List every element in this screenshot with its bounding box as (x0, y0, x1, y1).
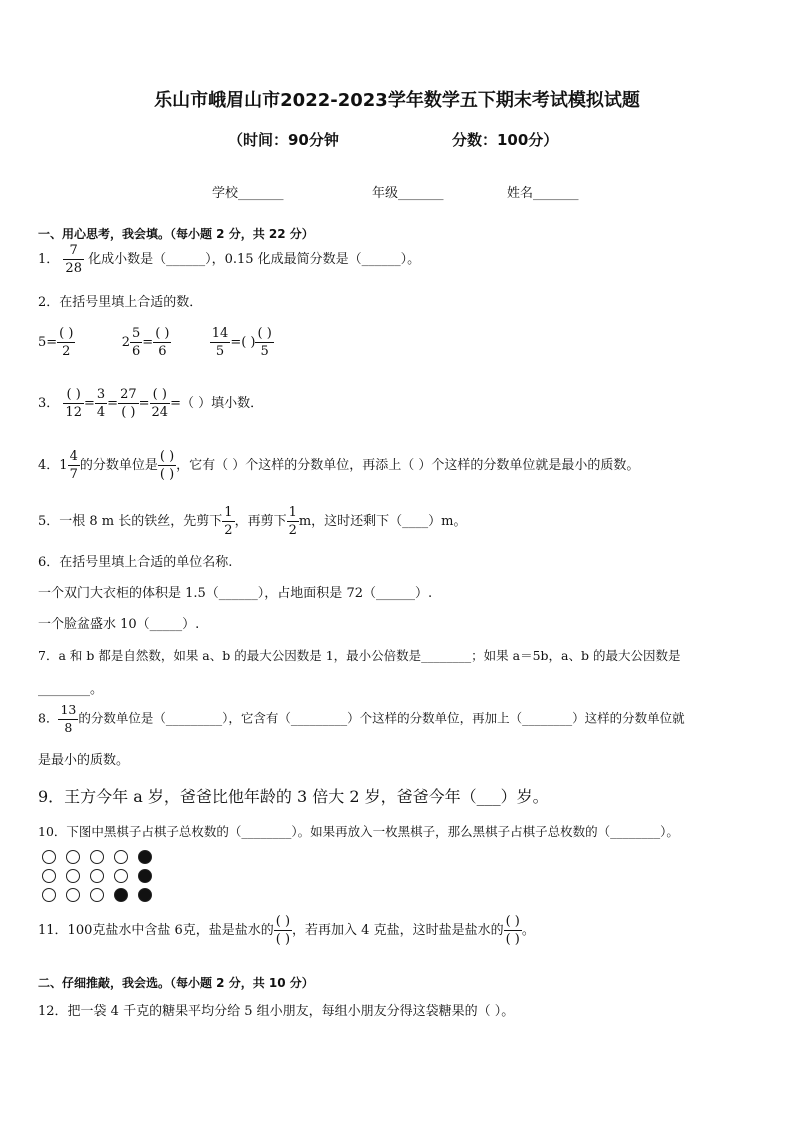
q3-number: 3． (38, 396, 60, 411)
q2c-whole-blank[interactable]: =( ) (230, 335, 256, 350)
q2c-fraction: $\frac{14}{5}$ (211, 326, 229, 359)
q8-text: 的分数单位是（_________），它含有（_________）个这样的分数单位，再加上（________）这样的分数单位就 (78, 710, 685, 726)
q11-text-3: 。 (521, 923, 535, 938)
question-6-prompt: 6．在括号里填上合适的单位名称. (38, 555, 233, 570)
q4-fraction: $\frac{4}{7}$ (69, 449, 78, 482)
q8-number: 8． (38, 710, 59, 726)
name-field[interactable] (507, 182, 579, 201)
white-chess-piece (114, 850, 128, 864)
page-title: 乐山市峨眉山市2022-2023学年数学五下期末考试模拟试题 (154, 90, 640, 111)
q2c-answer[interactable]: $\frac{( )}{5}$ (257, 326, 272, 359)
q11-fraction-1[interactable]: $\frac{( )}{( )}$ (275, 914, 291, 947)
white-chess-piece (114, 869, 128, 883)
white-chess-piece (90, 888, 104, 902)
q4-whole: 1 (59, 458, 68, 473)
q4-text-1: 的分数单位是 (79, 458, 158, 473)
question-6-line-1: 一个双门大衣柜的体积是 1.5（______），占地面积是 72（______）. (38, 586, 433, 601)
q1-number: 1． (38, 252, 60, 267)
q2b-answer[interactable]: $\frac{( )}{6}$ (155, 326, 170, 359)
question-8 (38, 704, 685, 734)
question-11 (38, 915, 535, 946)
white-chess-piece (42, 888, 56, 902)
q8-fraction: $\frac{13}{8}$ (60, 702, 77, 735)
grade-field[interactable] (372, 182, 444, 201)
q1-text: 化成小数是（______），0.15 化成最简分数是（______）。 (88, 252, 421, 267)
grade-line: _______ (398, 186, 444, 201)
question-4 (38, 450, 639, 481)
question-7-line-2: ________。 (38, 682, 104, 697)
question-12: 12．把一袋 4 千克的糖果平均分给 5 组小朋友，每组小朋友分得这袋糖果的（ ）。 (38, 1004, 515, 1019)
time-info: （时间：90分钟 (228, 131, 339, 149)
q2a-fraction[interactable]: $\frac{( )}{2}$ (59, 326, 74, 359)
name-line: _______ (533, 186, 579, 201)
q2a-left: 5= (38, 335, 58, 350)
q11-text-1: 11．100克盐水中含盐 6克，盐是盐水的 (38, 923, 274, 938)
q4-number: 4． (38, 458, 60, 473)
white-chess-piece (66, 850, 80, 864)
black-chess-piece (138, 850, 152, 864)
q3-fraction-1[interactable]: $\frac{( )}{12}$ (65, 387, 82, 420)
section-1-heading: 一、用心思考，我会填。（每小题 2 分，共 22 分） (38, 227, 314, 241)
name-label: 姓名 (507, 186, 534, 201)
q5-text-3: m，这时还剩下（____）m。 (298, 514, 467, 529)
q2b-fraction: $\frac{5}{6}$ (132, 326, 141, 359)
q4-unit-answer[interactable]: $\frac{( )}{( )}$ (159, 449, 175, 482)
q4-text-2: ，它有（ ）个这样的分数单位，再添上（ ）个这样的分数单位就是最小的质数。 (176, 458, 640, 473)
white-chess-piece (42, 869, 56, 883)
chess-piece-grid (42, 850, 162, 910)
q1-fraction: $\frac{7}{28}$ (65, 243, 82, 276)
question-5 (38, 506, 467, 537)
question-3: 3． $\frac{( )}{12}$ = $\frac{3}{4}$ = $\frac{27}{( )}$ = $\frac{( )}{24}$ =（ ）填小数． (38, 387, 264, 420)
school-label: 学校 (212, 186, 239, 201)
section-2-heading: 二、仔细推敲，我会选。（每小题 2 分，共 10 分） (38, 976, 314, 990)
school-field[interactable] (212, 182, 284, 201)
white-chess-piece (90, 850, 104, 864)
question-2-items: 5= $\frac{( )}{2}$ 2 $\frac{5}{6}$ = $\frac{( )}{6}$ $\frac{14}{5}$ =( ) $\frac{( )}{5}$ (38, 326, 272, 359)
q5-text-1: 5．一根 8 m 长的铁丝，先剪下 (38, 514, 223, 529)
q3-fraction-2: $\frac{3}{4}$ (96, 387, 106, 420)
black-chess-piece (114, 888, 128, 902)
q5-text-2: ，再剪下 (234, 514, 287, 529)
question-10: 10．下图中黑棋子占棋子总枚数的（________）。如果再放入一枚黑棋子，那么黑棋子占棋子总枚数的（________）。 (38, 824, 679, 839)
q11-text-2: ，若再加入 4 克盐，这时盐是盐水的 (292, 923, 504, 938)
question-8-line-2: 是最小的质数。 (38, 753, 130, 768)
q11-fraction-2[interactable]: $\frac{( )}{( )}$ (505, 914, 520, 947)
q2b-whole: 2 (121, 335, 131, 350)
white-chess-piece (90, 869, 104, 883)
black-chess-piece (138, 869, 152, 883)
question-9: 9．王方今年 a 岁，爸爸比他年龄的 3 倍大 2 岁，爸爸今年（___）岁。 (38, 787, 549, 806)
question-6-line-2: 一个脸盆盛水 10（_____）. (38, 617, 200, 632)
white-chess-piece (66, 888, 80, 902)
q3-fraction-4[interactable]: $\frac{( )}{24}$ (151, 387, 169, 420)
school-line: _______ (238, 186, 284, 201)
q3-tail: =（ ）填小数． (170, 396, 264, 411)
white-chess-piece (42, 850, 56, 864)
score-info: 分数：100分） (452, 131, 559, 149)
q3-fraction-3[interactable]: $\frac{27}{( )}$ (120, 387, 137, 420)
q5-fraction-2: $\frac{1}{2}$ (288, 505, 297, 538)
question-7-line-1: 7．a 和 b 都是自然数，如果 a、b 的最大公因数是 1，最小公倍数是________；如果 a＝5b，a、b 的最大公因数是 (38, 648, 681, 663)
grade-label: 年级 (372, 186, 399, 201)
q5-fraction-1: $\frac{1}{2}$ (224, 505, 233, 538)
white-chess-piece (66, 869, 80, 883)
black-chess-piece (138, 888, 152, 902)
question-1 (38, 244, 420, 275)
question-2-prompt: 2．在括号里填上合适的数． (38, 295, 203, 310)
